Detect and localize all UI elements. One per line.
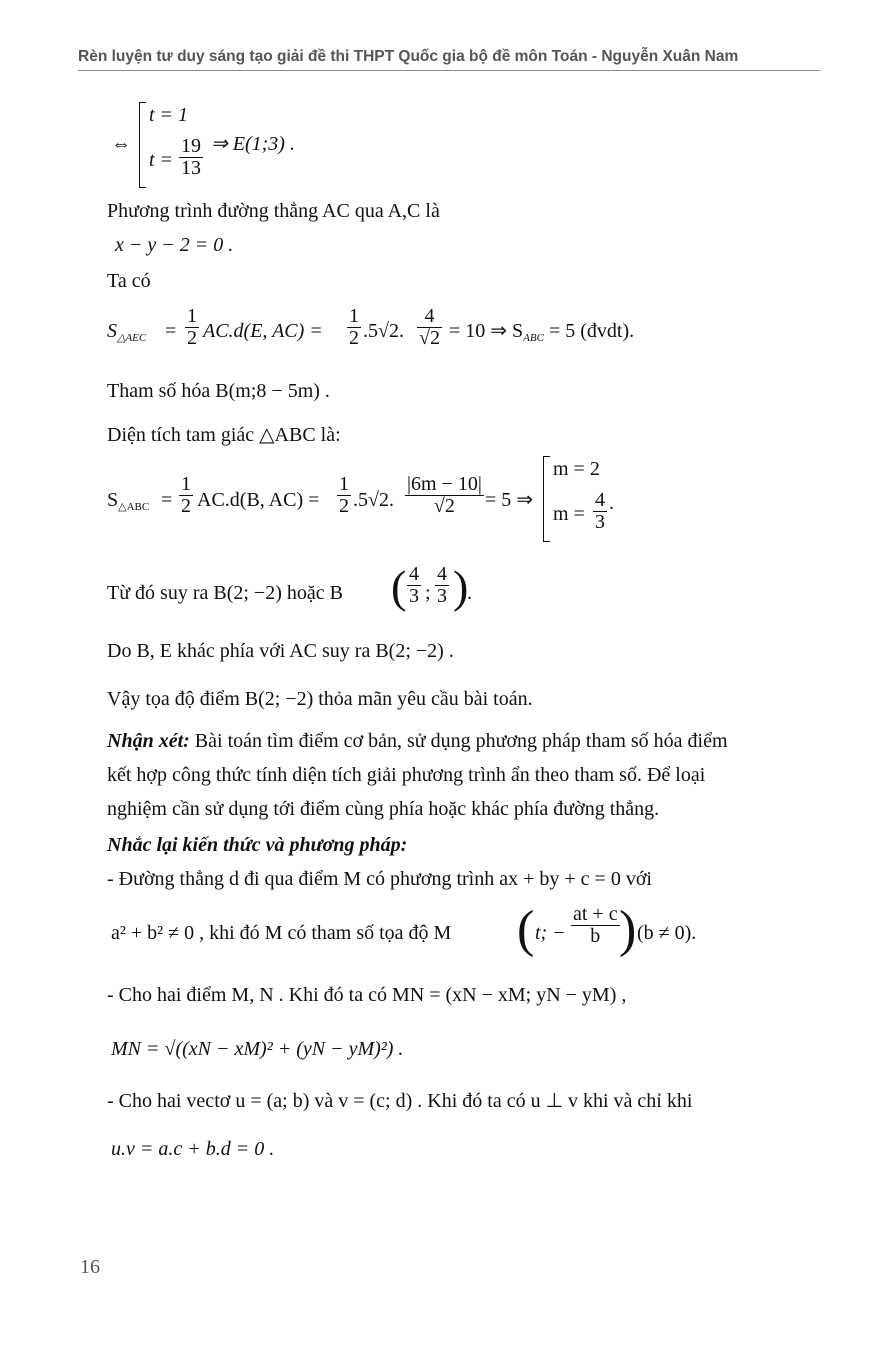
document-page: Rèn luyện tư duy sáng tạo giải đề thi THPT Quốc gia bộ đề môn Toán - Nguyễn Xuân Nam ⇔ t = 1 t = $\frac{19}{13}$ ⇒ E(1;3) . Phương trình đường thẳng AC qua A,C là x − y − 2 = 0 . Ta có $S_{\triangle AEC}$ = $\frac{1}{2}$ AC.d(E, AC) = $\frac{1}{2}$ .5√2. $\frac{4}{√2}$ = 10 ⇒ $S_{ABC} = 5$ (đvdt). Tham số hóa B(m;8 − 5m) . Diện tích tam giác △ABC là: $S_{\triangle ABC}$ = $\frac{1}{2}$ AC.d(B, AC) = $\frac{1}{2}$ .5√2. $\frac{|6m - 10|}{√2}$ = 5 ⇒ m = 2 m = $\frac{4}{3}$ . Từ đó suy ra B(2; −2) hoặc B ( $\frac{4}{3}$ ; $\frac{4}{3}$ ) . Do B, E khác phía với AC suy ra B(2; −2) . Vậy tọa độ điểm B(2; −2) thỏa mãn yêu cầu bài toán. Nhận xét: Bài toán tìm điểm cơ bản, sử dụng phương pháp tham số hóa điểm kết hợp công thức tính diện tích giải phương trình ẩn theo tham số. Để loại nghiệm cần sử dụng tới điểm cùng phía hoặc khác phía đường thẳng. Nhắc lại kiến thức và phương pháp: - Đường thẳng d đi qua điểm M có phương trình ax + by + c = 0 với a² + b² ≠ 0 , khi đó M có tham số tọa độ M ( t; − $\frac{at + c}{b}$ ) (b ≠ 0). - Cho hai điểm M, N . Khi đó ta có MN = (xN − xM; yN − yM) , MN = √((xN − xM)² + (yN − yM)²) . - Cho hai vectơ u = (a; b) và v = (c; d) . Khi đó ta có u ⊥ v khi và chỉ khi u.v = a.c + b.d = 0 . 16	[0, 0, 896, 1347]
solution-m-2: m = 2	[553, 458, 600, 480]
bullet-3-line-2: u.v = a.c + b.d = 0 .	[111, 1138, 275, 1160]
bullet-2-line-2: MN = √((xN − xM)² + (yN − yM)²) .	[111, 1038, 404, 1060]
area-S-ABC-result: = 10 ⇒ $S_{ABC} = 5$ (đvdt).	[449, 320, 635, 344]
area-triangle-intro: Diện tích tam giác △ABC là:	[107, 424, 341, 446]
fraction-at-c-b: $\frac{at + c}{b}$	[573, 903, 618, 947]
solution-m-4-3-lhs: m =	[553, 503, 585, 525]
parametrize-B: Tham số hóa B(m;8 − 5m) .	[107, 380, 330, 402]
recall-heading: Nhắc lại kiến thức và phương pháp:	[107, 834, 408, 856]
fraction-half-1: $\frac{1}{2}$	[187, 305, 197, 349]
running-header: Rèn luyện tư duy sáng tạo giải đề thi THPT Quốc gia bộ đề môn Toán - Nguyễn Xuân Nam	[78, 48, 739, 65]
paragraph-ta-co: Ta có	[107, 270, 151, 292]
fraction-4-sqrt2: $\frac{4}{√2}$	[419, 305, 440, 349]
fraction-19-13: $\frac{19}{13}$	[181, 135, 201, 179]
point-E-result: ⇒ E(1;3) .	[211, 133, 295, 155]
paragraph-opposite-side: Do B, E khác phía với AC suy ra B(2; −2) .	[107, 640, 454, 662]
fraction-B-x: $\frac{4}{3}$	[409, 563, 419, 607]
bullet-2-line-1: - Cho hai điểm M, N . Khi đó ta có MN = (xN − xM; yN − yM) ,	[107, 984, 627, 1006]
system-bracket	[139, 102, 146, 188]
paragraph-conclusion: Vậy tọa độ điểm B(2; −2) thỏa mãn yêu cầu bài toán.	[107, 688, 533, 710]
note-line-3: nghiệm cần sử dụng tới điểm cùng phía hoặc khác phía đường thẳng.	[107, 798, 660, 820]
bullet-3-line-1: - Cho hai vectơ u = (a; b) và v = (c; d) . Khi đó ta có u ⊥ v khi và chỉ khi	[107, 1090, 693, 1112]
system-row-1: t = 1	[149, 104, 189, 126]
paragraph-line-AC: Phương trình đường thẳng AC qua A,C là	[107, 200, 440, 222]
fraction-half-2: $\frac{1}{2}$	[349, 305, 359, 349]
fraction-half-3: $\frac{1}{2}$	[181, 473, 191, 517]
page-number: 16	[80, 1256, 100, 1278]
note-line-1: Nhận xét: Bài toán tìm điểm cơ bản, sử dụng phương pháp tham số hóa điểm	[107, 730, 728, 752]
fraction-4-3: $\frac{4}{3}$	[595, 489, 605, 533]
note-line-2: kết hợp công thức tính diện tích giải phương trình ẩn theo tham số. Để loại	[107, 764, 706, 786]
fraction-half-4: $\frac{1}{2}$	[339, 473, 349, 517]
solution-bracket	[543, 456, 550, 542]
fraction-abs-sqrt2: $\frac{|6m - 10|}{√2}$	[407, 473, 482, 517]
fraction-B-y: $\frac{4}{3}$	[437, 563, 447, 607]
system-row-2-lhs: t =	[149, 149, 174, 171]
equation-AC: x − y − 2 = 0 .	[115, 234, 234, 256]
equivalence-symbol: ⇔	[111, 133, 131, 155]
bullet-1-line-1: - Đường thẳng d đi qua điểm M có phương trình ax + by + c = 0 với	[107, 868, 652, 890]
area-S-AEC: $S_{\triangle AEC}$	[107, 320, 147, 344]
note-label: Nhận xét:	[107, 730, 190, 752]
area-S-ABC: $S_{\triangle ABC}$	[107, 489, 150, 513]
header-rule	[78, 70, 820, 71]
